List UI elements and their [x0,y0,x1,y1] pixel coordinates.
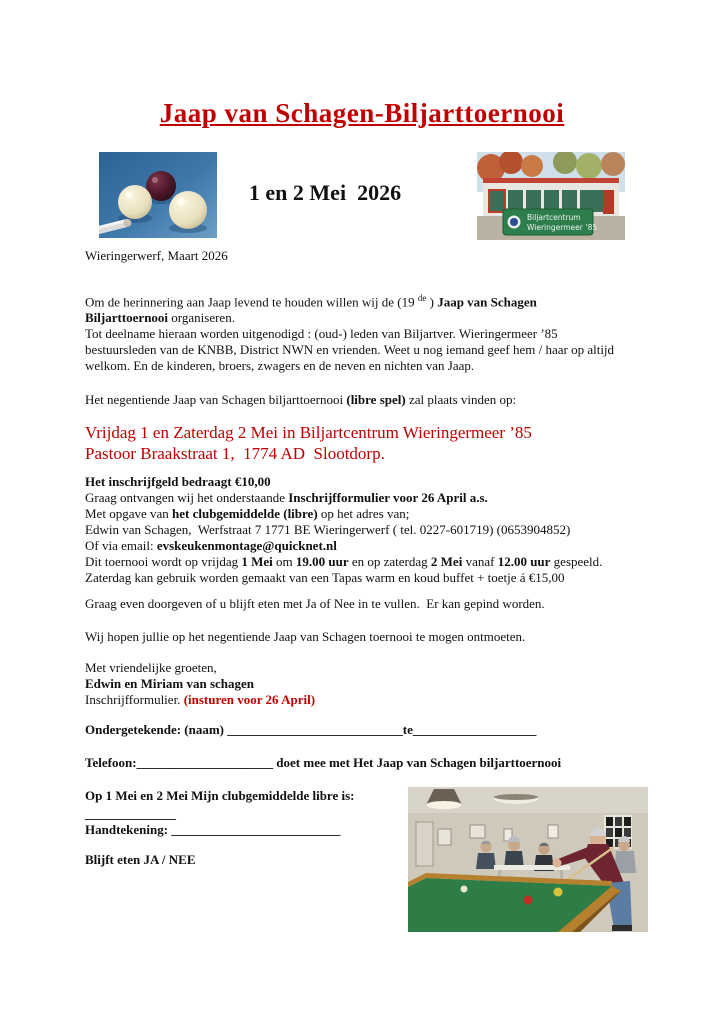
letter-body [85,248,670,868]
te-label: te [402,722,413,738]
closing-block: Met vriendelijke groeten, Edwin en Miriam van schagen Inschrijfformulier. (insturen voor 26 April) [85,660,316,708]
dinner-paragraph: Graag even doorgeven of u blijft eten met Ja of Nee in te vullen. Er kan gepind worden. [85,596,545,612]
phone-label: Telefoon: [85,755,137,771]
announce-paragraph: Het negentiende Jaap van Schagen biljarttoernooi (libre spel) zal plaats vinden op: [85,392,517,408]
intro-paragraph: Om de herinnering aan Jaap levend te houden willen wij de (19 $^{de}$ ) Jaap van Schagen Biljarttoernooi organiseren. Tot deelname hieraan worden uitgenodigd : (oud-) leden van Biljartver. Wieringermeer ’85 bestuursleden van de KNBB, District NWN en vrienden. Weet u nog iemand geef hem / haar op altijd welkom. En de kinderen, broers, zwagers en de neven en nichten van Jaap. [85,293,615,374]
page-title: Jaap van Schagen-Biljarttoernooi [159,98,565,128]
name-label: Ondergetekende: (naam) [85,722,228,738]
sign-line1: Biljartcentrum [527,213,581,222]
signature-label: Handtekening: [85,822,172,838]
billiard-hall-photo [408,787,648,932]
venue-heading: Vrijdag 1 en Zaterdag 2 Mei in Biljartcentrum Wieringermeer ’85 Pastoor Braakstraat 1, 1774 AD Slootdorp. [85,423,532,464]
hope-paragraph: Wij hopen jullie op het negentiende Jaap van Schagen toernooi te mogen ontmoeten. [85,629,526,645]
details-paragraph: Het inschrijfgeld bedraagt €10,00 Graag ontvangen wij het onderstaande Inschrijfformulier voor 26 April a.s. Met opgave van het clubgemiddelde (libre) op het adres van; Edwin van Schagen, Werfstraat 7 1771 BE Wieringerwerf ( tel. 0227-601719) (0653904852) Of via email: evskeukenmontage@quicknet.nl Dit toernooi wordt op vrijdag 1 Mei om 19.00 uur en op zaterdag 2 Mei vanaf 12.00 uur gespeeld. Zaterdag kan gebruik worden gemaakt van een Tapas warm en koud buffet + toetje á €15,00 [85,474,603,586]
white-ball-left [118,185,152,219]
form-phone-line [85,755,670,771]
red-door [603,190,614,214]
phone-rest-label: doet mee met Het Jaap van Schagen biljarttoernooi [273,755,562,771]
average-blank-line: ______________ [85,806,176,822]
phone-blank-line: _____________________ [136,755,274,771]
club-sign [503,209,597,235]
place-blank-line: ___________________ [412,722,537,738]
sign-line2: Wieringermeer ’85 [527,223,598,232]
form-name-line [85,722,670,738]
dateline: Wieringerwerf, Maart 2026 [85,248,228,263]
form-meal-line: Blijft eten JA / NEE [85,852,196,868]
name-blank-line: ___________________________ [227,722,403,738]
clubhouse-photo [477,152,625,240]
event-date-heading: 1 en 2 Mei 2026 [248,180,402,205]
signature-blank-line: __________________________ [171,822,341,838]
form-average-line: Op 1 Mei en 2 Mei Mijn clubgemiddelde libre is: [85,788,355,804]
